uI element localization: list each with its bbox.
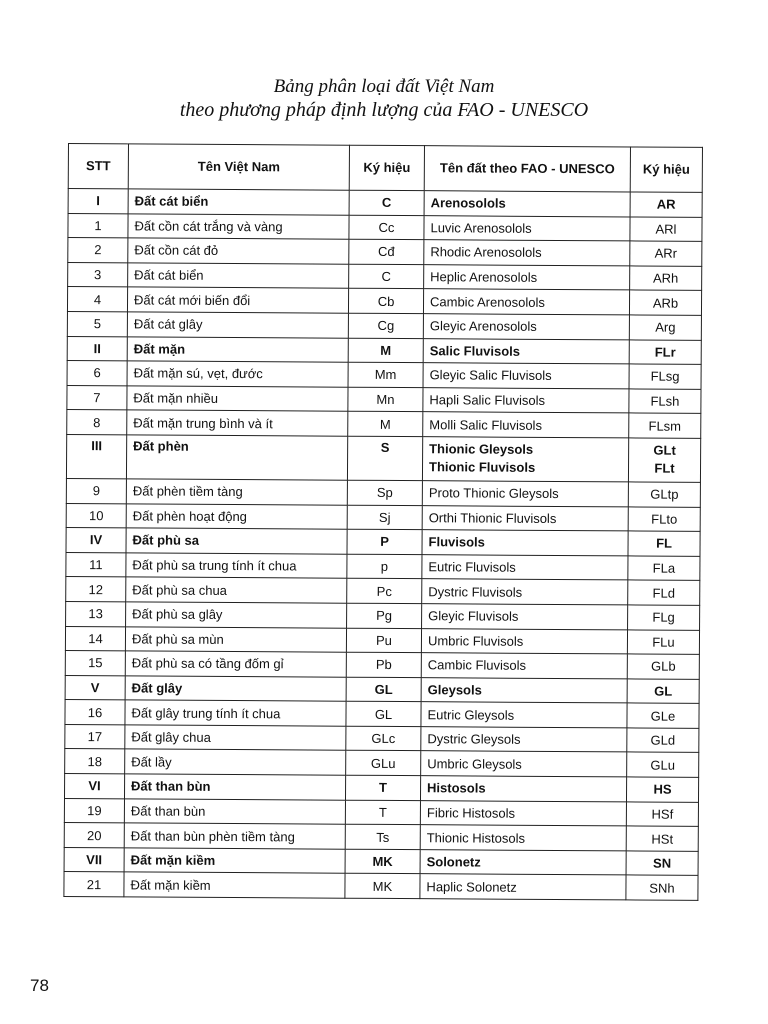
- cell-stt: VI: [64, 774, 124, 799]
- header-symbol: Ký hiệu: [349, 145, 424, 190]
- cell-stt: 15: [65, 651, 125, 676]
- cell-vietnamese-name: Đất cát biển: [128, 189, 349, 215]
- cell-vietnamese-name: Đất phù sa: [126, 528, 347, 554]
- cell-stt: 19: [64, 798, 124, 823]
- cell-fao-name: Gleyic Fluvisols: [422, 604, 628, 630]
- cell-vietnamese-name: Đất cồn cát trắng và vàng: [128, 213, 349, 239]
- cell-stt: 2: [68, 238, 128, 263]
- cell-vietnamese-name: Đất cồn cát đỏ: [128, 238, 349, 264]
- cell-symbol: Pg: [347, 603, 422, 628]
- header-fao-name: Tên đất theo FAO - UNESCO: [424, 146, 630, 192]
- table-group-row: [66, 434, 700, 482]
- cell-symbol: MK: [345, 849, 420, 874]
- cell-symbol: C: [349, 190, 424, 215]
- cell-fao-name: Thionic Histosols: [420, 825, 626, 851]
- cell-symbol: T: [345, 775, 420, 800]
- cell-fao-name: Luvic Arenosolols: [424, 215, 630, 241]
- cell-vietnamese-name: Đất glây: [125, 676, 346, 702]
- cell-symbol: P: [347, 529, 422, 554]
- cell-vietnamese-name: Đất mặn sú, vẹt, đước: [127, 361, 348, 387]
- cell-fao-name: Gleyic Arenosolols: [423, 314, 629, 340]
- cell-stt: II: [67, 336, 127, 361]
- cell-fao-symbol: Arg: [629, 315, 701, 340]
- cell-stt: V: [65, 675, 125, 700]
- cell-fao-symbol: ARl: [630, 217, 702, 242]
- header-fao-symbol: Ký hiệu: [630, 147, 702, 192]
- cell-stt: VII: [64, 847, 124, 872]
- cell-fao-symbol: ARh: [630, 266, 702, 291]
- cell-fao-name: Molli Salic Fluvisols: [423, 412, 629, 438]
- table-body: [64, 189, 702, 901]
- cell-fao-symbol: HSt: [626, 826, 698, 851]
- table-row: [64, 872, 698, 900]
- cell-fao-name: Rhodic Arenosolols: [424, 240, 630, 266]
- cell-symbol: C: [349, 264, 424, 289]
- cell-fao-name: Arenosolols: [424, 191, 630, 217]
- cell-fao-name: Proto Thionic Gleysols: [422, 481, 628, 507]
- cell-stt: 13: [66, 601, 126, 626]
- cell-fao-name: Solonetz: [420, 850, 626, 876]
- cell-vietnamese-name: Đất phù sa mùn: [125, 626, 346, 652]
- table-header-row: [68, 144, 702, 193]
- cell-fao-name: Umbric Gleysols: [421, 751, 627, 777]
- cell-stt: III: [66, 434, 126, 478]
- cell-symbol: GLc: [346, 726, 421, 751]
- cell-vietnamese-name: Đất mặn kiềm: [124, 872, 345, 898]
- cell-vietnamese-name: Đất phèn: [126, 435, 347, 480]
- cell-fao-symbol: HS: [626, 777, 698, 802]
- cell-symbol: Cc: [349, 215, 424, 240]
- cell-fao-symbol: GLu: [627, 752, 699, 777]
- cell-stt: 4: [67, 287, 127, 312]
- cell-fao-name: Dystric Fluvisols: [422, 579, 628, 605]
- cell-fao-name: Fibric Histosols: [420, 800, 626, 826]
- cell-fao-name: Eutric Gleysols: [421, 702, 627, 728]
- cell-fao-name: Heplic Arenosolols: [424, 264, 630, 290]
- fao-name-line: Thionic Fluvisols: [428, 459, 536, 475]
- cell-stt: 20: [64, 823, 124, 848]
- cell-fao-name: Haplic Solonetz: [420, 874, 626, 900]
- cell-fao-name: Orthi Thionic Fluvisols: [422, 505, 628, 531]
- cell-vietnamese-name: Đất glây chua: [125, 725, 346, 751]
- cell-stt: 12: [66, 577, 126, 602]
- cell-fao-symbol: FLd: [628, 580, 700, 605]
- cell-fao-name: Histosols: [420, 776, 626, 802]
- cell-symbol: Ts: [345, 824, 420, 849]
- cell-fao-name: Cambic Fluvisols: [421, 653, 627, 679]
- cell-stt: 18: [65, 749, 125, 774]
- cell-fao-symbol: SN: [626, 851, 698, 876]
- cell-vietnamese-name: Đất cát mới biến đổi: [127, 287, 348, 313]
- cell-stt: 14: [65, 626, 125, 651]
- cell-vietnamese-name: Đất phù sa chua: [126, 577, 347, 603]
- cell-fao-name: Gleyic Salic Fluvisols: [423, 363, 629, 389]
- cell-stt: 5: [67, 311, 127, 336]
- cell-fao-symbol: ARb: [629, 290, 701, 315]
- cell-fao-symbol: SNh: [626, 875, 698, 900]
- cell-fao-symbol: GLb: [627, 654, 699, 679]
- cell-symbol: T: [345, 800, 420, 825]
- cell-stt: 17: [65, 724, 125, 749]
- cell-fao-name: Cambic Arenosolols: [423, 289, 629, 315]
- cell-vietnamese-name: Đất glây trung tính ít chua: [125, 700, 346, 726]
- cell-vietnamese-name: Đất phù sa có tầng đốm gỉ: [125, 651, 346, 677]
- cell-stt: 3: [68, 262, 128, 287]
- cell-symbol: GL: [346, 677, 421, 702]
- cell-fao-name: Dystric Gleysols: [421, 727, 627, 753]
- cell-vietnamese-name: Đất phù sa glây: [126, 602, 347, 628]
- cell-vietnamese-name: Đất phèn tiềm tàng: [126, 479, 347, 505]
- cell-vietnamese-name: Đất than bùn: [124, 774, 345, 800]
- cell-stt: 8: [67, 410, 127, 435]
- cell-stt: 1: [68, 213, 128, 238]
- cell-vietnamese-name: Đất lầy: [125, 749, 346, 775]
- cell-symbol: Pc: [347, 579, 422, 604]
- cell-fao-symbol: [628, 438, 700, 482]
- cell-symbol: Cđ: [349, 239, 424, 264]
- cell-vietnamese-name: Đất mặn: [127, 336, 348, 362]
- cell-symbol: Pb: [346, 652, 421, 677]
- cell-symbol: M: [348, 412, 423, 437]
- cell-stt: IV: [66, 528, 126, 553]
- cell-vietnamese-name: Đất cát glây: [127, 312, 348, 338]
- cell-fao-name: Hapli Salic Fluvisols: [423, 387, 629, 413]
- cell-fao-symbol: FLg: [628, 605, 700, 630]
- cell-stt: 11: [66, 552, 126, 577]
- cell-fao-name: Gleysols: [421, 677, 627, 703]
- cell-symbol: M: [348, 338, 423, 363]
- cell-stt: 6: [67, 361, 127, 386]
- cell-symbol: Sj: [347, 505, 422, 530]
- cell-fao-symbol: GLtp: [628, 482, 700, 507]
- header-stt: STT: [68, 144, 128, 189]
- cell-fao-symbol: GLd: [627, 728, 699, 753]
- cell-fao-name: Eutric Fluvisols: [422, 554, 628, 580]
- cell-fao-symbol: HSf: [626, 802, 698, 827]
- cell-symbol: Cb: [348, 289, 423, 314]
- cell-stt: I: [68, 189, 128, 214]
- cell-fao-name: [422, 437, 628, 482]
- cell-vietnamese-name: Đất mặn kiềm: [124, 848, 345, 874]
- cell-stt: 16: [65, 700, 125, 725]
- page-number: 78: [30, 976, 49, 995]
- cell-vietnamese-name: Đất phèn hoạt động: [126, 503, 347, 529]
- cell-fao-symbol: FLa: [628, 556, 700, 581]
- header-vietnamese-name: Tên Việt Nam: [128, 144, 349, 190]
- cell-fao-symbol: GL: [627, 679, 699, 704]
- cell-vietnamese-name: Đất cát biển: [128, 263, 349, 289]
- cell-symbol: p: [347, 554, 422, 579]
- cell-fao-symbol: FLu: [627, 629, 699, 654]
- cell-stt: 7: [67, 385, 127, 410]
- cell-symbol: Mm: [348, 362, 423, 387]
- cell-stt: 10: [66, 503, 126, 528]
- cell-fao-symbol: FLto: [628, 506, 700, 531]
- cell-symbol: Mn: [348, 387, 423, 412]
- cell-symbol: Sp: [347, 480, 422, 505]
- cell-vietnamese-name: Đất phù sa trung tính ít chua: [126, 553, 347, 579]
- cell-fao-name: Salic Fluvisols: [423, 338, 629, 364]
- cell-fao-symbol: FLr: [629, 339, 701, 364]
- cell-fao-symbol: ARr: [630, 241, 702, 266]
- cell-fao-symbol: GLe: [627, 703, 699, 728]
- cell-symbol: MK: [345, 874, 420, 899]
- cell-stt: 21: [64, 872, 124, 897]
- cell-fao-name: Umbric Fluvisols: [421, 628, 627, 654]
- table-title-line-2: theo phương pháp định lượng của FAO - UNESCO: [179, 99, 589, 121]
- fao-symbol-line: GLt: [653, 442, 676, 458]
- cell-symbol: GLu: [346, 751, 421, 776]
- cell-fao-symbol: FLsg: [629, 364, 701, 389]
- cell-fao-name: Fluvisols: [422, 530, 628, 556]
- cell-symbol: S: [347, 436, 422, 480]
- table-title-line-1: Bảng phân loại đất Việt Nam: [273, 76, 495, 97]
- cell-stt: 9: [66, 478, 126, 503]
- cell-fao-symbol: FL: [628, 531, 700, 556]
- cell-fao-symbol: AR: [630, 192, 702, 217]
- cell-symbol: GL: [346, 701, 421, 726]
- cell-fao-symbol: FLsh: [629, 389, 701, 414]
- cell-fao-symbol: FLsm: [629, 413, 701, 438]
- fao-name-line: Thionic Gleysols: [429, 441, 534, 457]
- cell-vietnamese-name: Đất mặn trung bình và ít: [127, 410, 348, 436]
- cell-vietnamese-name: Đất than bùn: [124, 799, 345, 825]
- soil-classification-table: [63, 143, 703, 901]
- cell-vietnamese-name: Đất mặn nhiều: [127, 386, 348, 412]
- fao-symbol-line: FLt: [654, 460, 675, 476]
- cell-vietnamese-name: Đất than bùn phèn tiềm tàng: [124, 823, 345, 849]
- cell-symbol: Cg: [348, 313, 423, 338]
- cell-symbol: Pu: [346, 628, 421, 653]
